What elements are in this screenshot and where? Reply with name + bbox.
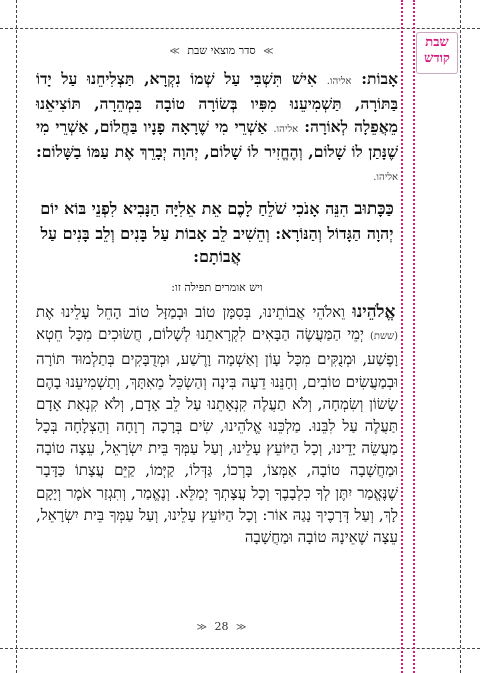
instruction-note: ויש אומרים תפילה זו:: [171, 280, 263, 294]
blessing-marker: אליהו.: [326, 76, 352, 87]
prayer-text: וֵאלֹהֵי אֲבוֹתֵינוּ, בְּסִמָּן טוֹב וּבְמַזָּל טוֹב הָחֵל עָלֵינוּ אֶת: [36, 302, 345, 321]
verse-text: הִנֵּה אָנֹכִי שֹׁלֵחַ לָכֶם אֵת אֵלִיָּה הַנָּבִיא לִפְנֵי בּוֹא יוֹם יְהוָה הַגָּדוֹל וְהַנּוֹרָא: וְהֵשִׁיב לֵב אָבוֹת עַל בָּנִים וְלֵב בָּנִים עַל אֲבוֹתָם:: [40, 199, 394, 267]
page-title: סדר מוצאי שבת: [187, 44, 256, 57]
verse-paragraph: [36, 197, 398, 269]
ornament-icon: ≫: [169, 46, 180, 57]
blessing-paragraph: [36, 68, 398, 189]
ornament-icon: ≫: [263, 46, 274, 57]
section-tab-line1: שבת: [425, 35, 449, 50]
prayer-first-word: אֱלֹהֵינוּ: [352, 301, 396, 322]
ornament-icon: ≫: [196, 622, 207, 633]
crop-line-left: [16, 0, 17, 673]
verse-lead: כַּכָּתוּב: [354, 199, 394, 220]
blessing-lead: אָבוֹת:: [361, 69, 398, 88]
prayer-marker: (ששת): [369, 331, 398, 343]
section-tab[interactable]: [416, 32, 458, 74]
page-number: 28: [214, 620, 229, 633]
page-footer: [44, 620, 399, 633]
page-content: [36, 68, 398, 548]
blessing-text-2: אַשְׁרֵי מִי שֶׁרָאָה פָנָיו בַּחֲלוֹם, אַשְׁרֵי מִי שֶׁנָּתַן לוֹ שָׁלוֹם, וְהֶחֱזִיר לוֹ שָׁלוֹם, יְהוָה יְבָרֵךְ אֶת עַמּוֹ בַשָּׁלוֹם:: [36, 116, 398, 162]
section-tab-line2: קודש: [424, 51, 450, 66]
blessing-marker: אליהו.: [273, 123, 299, 135]
blessing-text: אִישׁ תִּשְׁבִּי עַל שְׁמוֹ נִקְרָא, תַּצְלִיחֵנוּ עַל יָדוֹ בַּתּוֹרָה, תַּשְׁמִיעֵנוּ מִפִּיו בְּשׂוֹרָה טוֹבָה בִּמְהֵרָה, תּוֹצִיאֵנוּ מֵאֲפֵלָה לְאוֹרָה:: [36, 69, 398, 136]
ornament-icon: ≫: [236, 622, 247, 633]
crop-line-right: [460, 0, 461, 673]
page-header: [44, 44, 399, 57]
prayer-paragraph: [36, 301, 398, 548]
page-spine: [401, 0, 415, 673]
prayer-text-2: יְמֵי הַמַּעֲשֶׂה הַבָּאִים לִקְרָאתֵנוּ לְשָׁלוֹם, חֲשׂוּכִים מִכָּל חֵטְא וָפֶשַׁע, וּמְנֻקִּים מִכָּל עָוֹן וְאַשְׁמָה וָרֶשַׁע, וּמְדֻבָּקִים בְּתַלְמוּד תּוֹרָה וּבְמַעֲשִׂים טוֹבִים, וְחָנֵּנוּ דֵעָה בִּינָה וְהַשְׂכֵּל מֵאִתָּךְ, וְתַשְׁמִיעֵנוּ בָהֶם שָׂשׂוֹן וְשִׂמְחָה, וְלֹא תַעֲלֶה קִנְאָתֵנוּ עַל לֵב אָדָם, וְלֹא קִנְאַת אָדָם תַּעֲלֶה עַל לִבֵּנוּ. מַלְכֵּנוּ אֱלֹהֵינוּ, שִׂים בְּרָכָה רְוָחָה וְהַצְלָחָה בְּכָל מַעֲשֵׂה יָדֵינוּ, וְכָל הַיּוֹעֵץ עָלֵינוּ, וְעַל עַמְּךָ בֵּית יִשְׂרָאֵל, עֵצָה טוֹבָה וּמַחֲשָׁבָה טוֹבָה, אַמְּצוֹ, בָּרְכוֹ, גַּדְּלוֹ, קַיְּמוֹ, קַיֵּם עֲצָתוֹ כַּדָּבָר שֶׁנֶּאֱמַר יִתֶּן לְךָ כִלְבָבֶךָ וְכָל עֲצָתְךָ יְמַלֵּא. וְנֶאֱמַר, וְתִגְזַר אֹמֶר וְיָקָם לָךְ, וְעַל דְּרָכֶיךָ נָגַהּ אוֹר: וְכָל הַיּוֹעֵץ עָלֵינוּ, וְעַל עַמְּךָ בֵּית יִשְׂרָאֵל, עֵצָה שֶׁאֵינָהּ טוֹבָה וּמַחֲשָׁבָה: [36, 325, 398, 546]
blessing-marker: אליהו.: [373, 171, 398, 183]
